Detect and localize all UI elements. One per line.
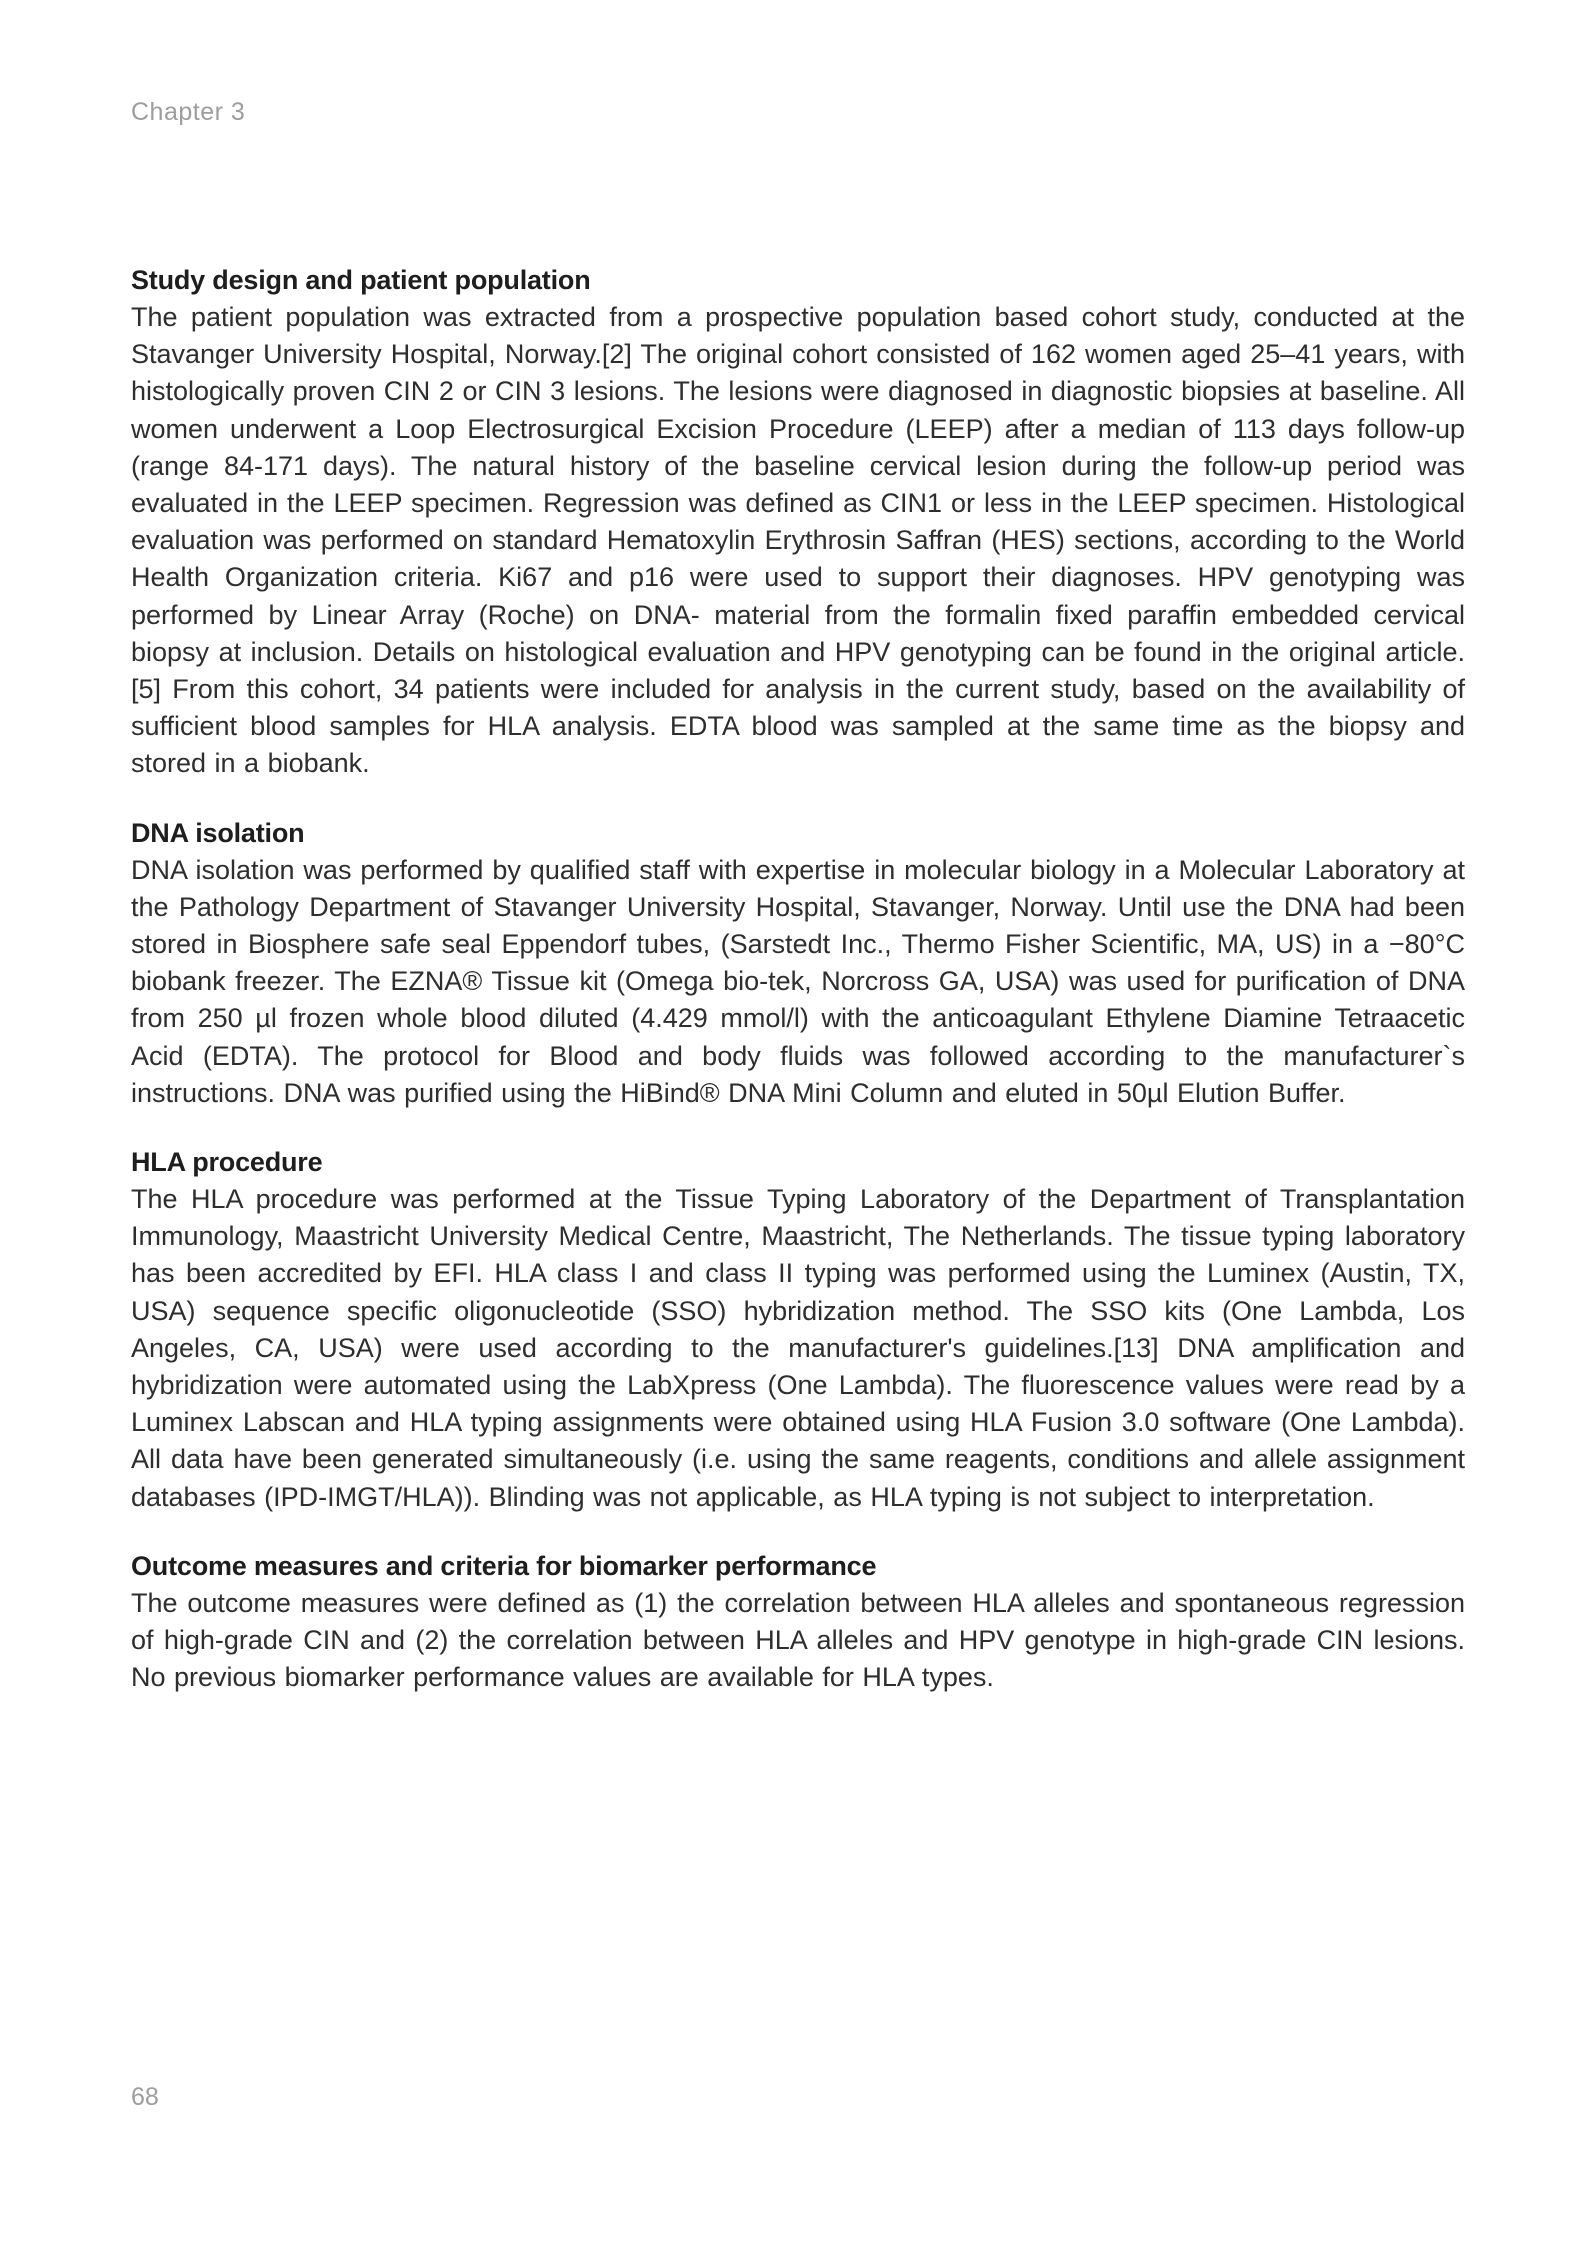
page-number: 68	[131, 2083, 159, 2111]
section-paragraph-dna-isolation: DNA isolation was performed by qualified staff with expertise in molecular biology in a Molecular Laboratory at the Pathology Department of Stavanger University Hospital, Stavanger, Norway. Until use the DNA had been stored in Biosphere safe seal Eppendorf tubes, (Sarstedt Inc., Thermo Fisher Scientific, MA, US) in a −80°C biobank freezer. The EZNA® Tissue kit (Omega bio-tek, Norcross GA, USA) was used for purification of DNA from 250 µl frozen whole blood diluted (4.429 mmol/l) with the anticoagulant Ethylene Diamine Tetraacetic Acid (EDTA). The protocol for Blood and body fluids was followed according to the manufacturer`s instructions. DNA was purified using the HiBind® DNA Mini Column and eluted in 50µl Elution Buffer.	[131, 854, 1465, 1108]
section-heading-study-design: Study design and patient population	[131, 265, 591, 295]
section-heading-dna-isolation: DNA isolation	[131, 817, 305, 848]
section-paragraph-hla-procedure: The HLA procedure was performed at the Tissue Typing Laboratory of the Department of Transplantation Immunology, Maastricht University Medical Centre, Maastricht, The Netherlands. The tissue typing laboratory has been accredited by EFI. HLA class I and class II typing was performed using the Luminex (Austin, TX, USA) sequence specific oligonucleotide (SSO) hybridization method. The SSO kits (One Lambda, Los Angeles, CA, USA) were used according to the manufacturer's guidelines.[13] DNA amplification and hybridization were automated using the LabXpress (One Lambda). The fluorescence values were read by a Luminex Labscan and HLA typing assignments were obtained using HLA Fusion 3.0 software (One Lambda). All data have been generated simultaneously (i.e. using the same reagents, conditions and allele assignment databases (IPD-IMGT/HLA)). Blinding was not applicable, as HLA typing is not subject to interpretation.	[131, 1184, 1465, 1512]
section-paragraph-study-design: The patient population was extracted from a prospective population based cohort study, conducted at the Stavanger University Hospital, Norway.[2] The original cohort consisted of 162 women aged 25–41 years, with histologically proven CIN 2 or CIN 3 lesions. The lesions were diagnosed in diagnostic biopsies at baseline. All women underwent a Loop Electrosurgical Excision Procedure (LEEP) after a median of 113 days follow-up (range 84-171 days). The natural history of the baseline cervical lesion during the follow-up period was evaluated in the LEEP specimen. Regression was defined as CIN1 or less in the LEEP specimen. Histological evaluation was performed on standard Hematoxylin Erythrosin Saffran (HES) sections, according to the World Health Organization criteria. Ki67 and p16 were used to support their diagnoses. HPV genotyping was performed by Linear Array (Roche) on DNA- material from the formalin fixed paraffin embedded cervical biopsy at inclusion. Details on histological evaluation and HPV genotyping can be found in the original article.[5] From this cohort, 34 patients were included for analysis in the current study, based on the availability of sufficient blood samples for HLA analysis. EDTA blood was sampled at the same time as the biopsy and stored in a biobank.	[131, 302, 1465, 779]
section-dna-isolation	[131, 815, 1465, 1112]
section-study-design	[131, 262, 1465, 783]
section-heading-hla-procedure: HLA procedure	[131, 1147, 323, 1178]
section-paragraph-outcome-measures: The outcome measures were defined as (1) the correlation between HLA alleles and spontaneous regression of high-grade CIN and (2) the correlation between HLA alleles and HPV genotype in high-grade CIN lesions. No previous biomarker performance values are available for HLA types.	[131, 1587, 1465, 1693]
chapter-header: Chapter 3	[131, 98, 246, 126]
section-heading-outcome-measures: Outcome measures and criteria for biomarker performance	[131, 1550, 877, 1581]
section-outcome-measures	[131, 1548, 1465, 1697]
page-content	[131, 262, 1465, 1697]
section-hla-procedure	[131, 1144, 1465, 1516]
